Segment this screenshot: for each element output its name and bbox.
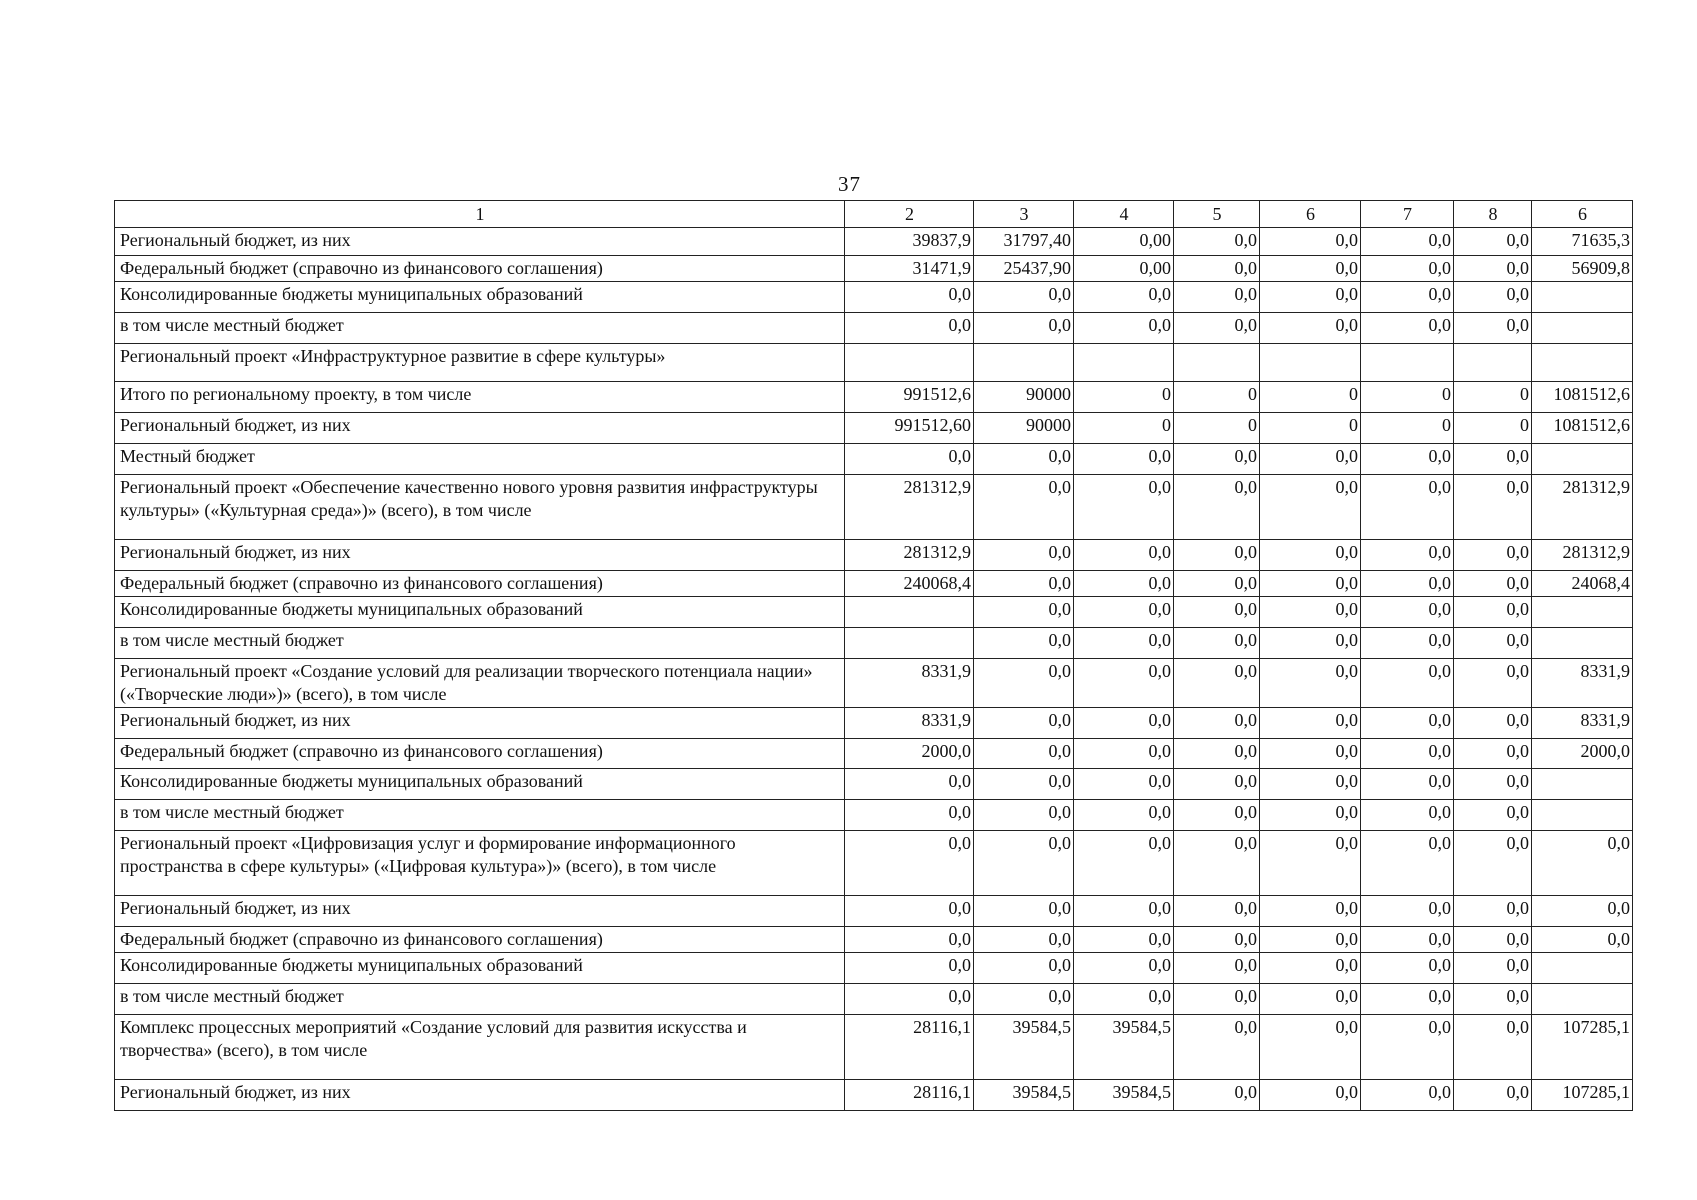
column-header: 1 (115, 201, 845, 228)
value-cell: 56909,8 (1532, 256, 1633, 282)
value-cell: 0,0 (1361, 769, 1454, 800)
row-label: Региональный бюджет, из них (115, 1080, 845, 1111)
value-cell: 0,0 (1174, 1015, 1260, 1080)
value-cell: 0 (1074, 413, 1174, 444)
value-cell: 2000,0 (845, 739, 974, 769)
value-cell: 0 (1260, 413, 1361, 444)
table-row (115, 896, 1633, 927)
value-cell: 0,0 (845, 444, 974, 475)
value-cell: 0,0 (845, 984, 974, 1015)
table-row (115, 256, 1633, 282)
value-cell: 0,0 (1074, 282, 1174, 313)
value-cell: 0,0 (1454, 739, 1532, 769)
table-row (115, 953, 1633, 984)
value-cell: 0,0 (1174, 256, 1260, 282)
value-cell: 0,0 (974, 659, 1074, 708)
value-cell: 0,0 (974, 708, 1074, 739)
value-cell: 0,0 (1260, 1080, 1361, 1111)
value-cell: 281312,9 (845, 475, 974, 540)
column-header: 6 (1260, 201, 1361, 228)
value-cell: 8331,9 (1532, 708, 1633, 739)
value-cell: 28116,1 (845, 1080, 974, 1111)
column-header: 5 (1174, 201, 1260, 228)
value-cell: 0,0 (1260, 313, 1361, 344)
value-cell: 39584,5 (1074, 1015, 1174, 1080)
value-cell: 0,0 (1532, 927, 1633, 953)
value-cell: 0,0 (1454, 597, 1532, 628)
table-row (115, 831, 1633, 896)
value-cell: 90000 (974, 413, 1074, 444)
value-cell: 0,0 (1260, 571, 1361, 597)
value-cell: 0,0 (1174, 984, 1260, 1015)
value-cell: 0,0 (1260, 800, 1361, 831)
value-cell: 0,0 (1260, 444, 1361, 475)
table-body (115, 228, 1633, 1111)
table-row (115, 413, 1633, 444)
value-cell: 0,0 (1361, 571, 1454, 597)
value-cell: 0,0 (1361, 256, 1454, 282)
value-cell (1532, 984, 1633, 1015)
value-cell: 0,0 (1454, 256, 1532, 282)
value-cell: 2000,0 (1532, 739, 1633, 769)
value-cell: 0,0 (1074, 540, 1174, 571)
value-cell: 0,0 (1174, 475, 1260, 540)
value-cell: 0,0 (1174, 1080, 1260, 1111)
value-cell: 0,0 (1361, 896, 1454, 927)
value-cell: 0 (1174, 413, 1260, 444)
value-cell (1454, 344, 1532, 382)
row-label: Консолидированные бюджеты муниципальных образований (115, 769, 845, 800)
value-cell: 0,0 (1260, 984, 1361, 1015)
value-cell: 0,0 (1074, 896, 1174, 927)
table-row (115, 1015, 1633, 1080)
value-cell: 0,0 (1260, 659, 1361, 708)
value-cell: 31471,9 (845, 256, 974, 282)
value-cell: 0,0 (974, 597, 1074, 628)
value-cell: 0,0 (1174, 800, 1260, 831)
row-label: Федеральный бюджет (справочно из финансового соглашения) (115, 739, 845, 769)
column-header: 4 (1074, 201, 1174, 228)
value-cell: 0,0 (1361, 475, 1454, 540)
column-header: 3 (974, 201, 1074, 228)
value-cell: 0,0 (1260, 628, 1361, 659)
value-cell: 0,0 (1361, 1080, 1454, 1111)
table-row (115, 628, 1633, 659)
value-cell: 0,0 (1361, 228, 1454, 256)
value-cell: 0,0 (1074, 739, 1174, 769)
value-cell: 0 (1361, 413, 1454, 444)
value-cell (1532, 800, 1633, 831)
value-cell: 0,0 (1174, 708, 1260, 739)
value-cell: 0,0 (1260, 739, 1361, 769)
value-cell: 0,0 (1454, 313, 1532, 344)
value-cell: 0,0 (1454, 475, 1532, 540)
value-cell: 0,0 (1074, 597, 1174, 628)
value-cell: 0,0 (845, 800, 974, 831)
value-cell: 0,0 (1174, 444, 1260, 475)
value-cell (1532, 344, 1633, 382)
row-label: Региональный бюджет, из них (115, 708, 845, 739)
value-cell: 0,0 (1074, 628, 1174, 659)
value-cell: 0,0 (845, 769, 974, 800)
value-cell (1532, 597, 1633, 628)
value-cell: 39584,5 (974, 1015, 1074, 1080)
value-cell: 0,0 (974, 953, 1074, 984)
table-row (115, 708, 1633, 739)
row-label: Региональный проект «Создание условий для реализации творческого потенциала нации» («Творческие люди»)» (всего), в том числе (115, 659, 845, 708)
value-cell: 0,0 (1454, 282, 1532, 313)
value-cell: 0,0 (1074, 831, 1174, 896)
table-row (115, 571, 1633, 597)
row-label: в том числе местный бюджет (115, 313, 845, 344)
column-header: 7 (1361, 201, 1454, 228)
row-label: Региональный бюджет, из них (115, 413, 845, 444)
value-cell: 0,0 (1361, 739, 1454, 769)
value-cell: 0,00 (1074, 256, 1174, 282)
value-cell (1532, 769, 1633, 800)
value-cell: 991512,6 (845, 382, 974, 413)
value-cell: 0,0 (1454, 628, 1532, 659)
value-cell: 0,0 (845, 282, 974, 313)
value-cell: 0,0 (1361, 659, 1454, 708)
value-cell: 0,0 (1074, 475, 1174, 540)
value-cell: 8331,9 (845, 659, 974, 708)
value-cell (1361, 344, 1454, 382)
value-cell: 0,0 (1260, 953, 1361, 984)
value-cell: 0,0 (974, 571, 1074, 597)
value-cell: 0,0 (1074, 571, 1174, 597)
value-cell: 281312,9 (1532, 475, 1633, 540)
table-row (115, 659, 1633, 708)
table-row (115, 444, 1633, 475)
value-cell (845, 597, 974, 628)
value-cell: 0,0 (1260, 282, 1361, 313)
value-cell: 0,0 (1361, 984, 1454, 1015)
value-cell: 8331,9 (1532, 659, 1633, 708)
value-cell: 0 (1074, 382, 1174, 413)
value-cell: 0 (1361, 382, 1454, 413)
column-header: 8 (1454, 201, 1532, 228)
row-label: Местный бюджет (115, 444, 845, 475)
row-label: Региональный проект «Обеспечение качественно нового уровня развития инфраструктуры культуры» («Культурная среда»)» (всего), в том числе (115, 475, 845, 540)
table-row (115, 739, 1633, 769)
value-cell: 24068,4 (1532, 571, 1633, 597)
value-cell: 0 (1174, 382, 1260, 413)
value-cell: 991512,60 (845, 413, 974, 444)
value-cell: 0,0 (1361, 282, 1454, 313)
value-cell (845, 344, 974, 382)
budget-table (114, 200, 1633, 1111)
value-cell: 0,0 (1260, 927, 1361, 953)
value-cell (1532, 444, 1633, 475)
row-label: Региональный бюджет, из них (115, 896, 845, 927)
value-cell: 0,0 (1174, 597, 1260, 628)
value-cell: 0,0 (1454, 984, 1532, 1015)
value-cell: 0,0 (1174, 282, 1260, 313)
value-cell: 0,0 (1454, 1080, 1532, 1111)
row-label: Консолидированные бюджеты муниципальных образований (115, 597, 845, 628)
value-cell: 240068,4 (845, 571, 974, 597)
value-cell: 0,0 (1174, 896, 1260, 927)
value-cell: 0,0 (1454, 769, 1532, 800)
value-cell: 0,0 (1174, 628, 1260, 659)
value-cell (1174, 344, 1260, 382)
value-cell: 39584,5 (974, 1080, 1074, 1111)
row-label: Региональный проект «Цифровизация услуг и формирование информационного пространства в сфере культуры» («Цифровая культура»)» (всего), в том числе (115, 831, 845, 896)
value-cell: 0,0 (1074, 769, 1174, 800)
value-cell: 0,0 (974, 800, 1074, 831)
value-cell: 0,0 (1454, 228, 1532, 256)
value-cell: 0 (1454, 382, 1532, 413)
value-cell: 0,0 (1260, 597, 1361, 628)
value-cell: 0,0 (845, 831, 974, 896)
value-cell: 0,0 (845, 953, 974, 984)
value-cell: 0,0 (1074, 708, 1174, 739)
value-cell: 0,0 (974, 475, 1074, 540)
value-cell: 0,0 (1074, 927, 1174, 953)
table-row (115, 282, 1633, 313)
value-cell: 0,0 (1174, 659, 1260, 708)
value-cell: 39584,5 (1074, 1080, 1174, 1111)
table-row (115, 597, 1633, 628)
value-cell: 0,0 (974, 282, 1074, 313)
table-row (115, 927, 1633, 953)
value-cell: 90000 (974, 382, 1074, 413)
value-cell: 0,0 (1174, 769, 1260, 800)
value-cell: 0,0 (1174, 313, 1260, 344)
row-label: Комплекс процессных мероприятий «Создание условий для развития искусства и творчества» (всего), в том числе (115, 1015, 845, 1080)
value-cell: 0,0 (1074, 953, 1174, 984)
value-cell (1532, 953, 1633, 984)
value-cell: 0,0 (1532, 896, 1633, 927)
page-number: 37 (838, 172, 861, 196)
table-row (115, 475, 1633, 540)
value-cell (1532, 628, 1633, 659)
value-cell: 0,00 (1074, 228, 1174, 256)
value-cell: 31797,40 (974, 228, 1074, 256)
value-cell: 0,0 (845, 927, 974, 953)
value-cell: 0,0 (1361, 708, 1454, 739)
value-cell: 0,0 (1454, 953, 1532, 984)
value-cell: 0,0 (1260, 228, 1361, 256)
value-cell: 0,0 (1454, 444, 1532, 475)
value-cell: 0,0 (1260, 769, 1361, 800)
value-cell: 0,0 (1174, 953, 1260, 984)
header-row (115, 201, 1633, 228)
table-row (115, 800, 1633, 831)
table-row (115, 1080, 1633, 1111)
value-cell: 0,0 (974, 444, 1074, 475)
value-cell: 0,0 (1454, 659, 1532, 708)
row-label: в том числе местный бюджет (115, 984, 845, 1015)
table-row (115, 382, 1633, 413)
value-cell: 0,0 (1454, 927, 1532, 953)
value-cell: 107285,1 (1532, 1080, 1633, 1111)
value-cell: 0,0 (1260, 540, 1361, 571)
row-label: Федеральный бюджет (справочно из финансового соглашения) (115, 927, 845, 953)
value-cell: 0,0 (845, 313, 974, 344)
value-cell: 0,0 (1074, 800, 1174, 831)
value-cell: 0,0 (1174, 571, 1260, 597)
value-cell: 0,0 (1361, 953, 1454, 984)
value-cell: 0,0 (974, 313, 1074, 344)
value-cell: 0,0 (974, 984, 1074, 1015)
value-cell: 0,0 (1074, 659, 1174, 708)
value-cell: 28116,1 (845, 1015, 974, 1080)
table-row (115, 984, 1633, 1015)
value-cell: 0,0 (1454, 1015, 1532, 1080)
table-row (115, 769, 1633, 800)
value-cell: 0 (1260, 382, 1361, 413)
value-cell: 0,0 (1454, 800, 1532, 831)
value-cell: 71635,3 (1532, 228, 1633, 256)
value-cell: 0,0 (1361, 927, 1454, 953)
row-label: Итого по региональному проекту, в том числе (115, 382, 845, 413)
value-cell: 0,0 (1074, 984, 1174, 1015)
value-cell: 0,0 (1174, 927, 1260, 953)
value-cell: 0,0 (1361, 628, 1454, 659)
value-cell: 0,0 (1174, 540, 1260, 571)
column-header: 6 (1532, 201, 1633, 228)
value-cell: 0,0 (1454, 708, 1532, 739)
row-label: Консолидированные бюджеты муниципальных образований (115, 953, 845, 984)
value-cell: 0,0 (1260, 708, 1361, 739)
value-cell (1260, 344, 1361, 382)
row-label: Региональный проект «Инфраструктурное развитие в сфере культуры» (115, 344, 845, 382)
column-header: 2 (845, 201, 974, 228)
value-cell: 0,0 (974, 831, 1074, 896)
value-cell: 0,0 (974, 769, 1074, 800)
value-cell: 0 (1454, 413, 1532, 444)
row-label: в том числе местный бюджет (115, 800, 845, 831)
value-cell: 281312,9 (845, 540, 974, 571)
value-cell: 0,0 (974, 540, 1074, 571)
value-cell: 0,0 (1260, 896, 1361, 927)
row-label: Федеральный бюджет (справочно из финансового соглашения) (115, 256, 845, 282)
value-cell: 1081512,6 (1532, 413, 1633, 444)
value-cell: 0,0 (1361, 800, 1454, 831)
value-cell (974, 344, 1074, 382)
value-cell: 0,0 (1361, 444, 1454, 475)
value-cell: 39837,9 (845, 228, 974, 256)
table-row (115, 540, 1633, 571)
value-cell: 0,0 (1174, 228, 1260, 256)
value-cell: 25437,90 (974, 256, 1074, 282)
value-cell: 0,0 (1174, 831, 1260, 896)
value-cell: 0,0 (1454, 896, 1532, 927)
value-cell (1074, 344, 1174, 382)
value-cell (1532, 313, 1633, 344)
value-cell: 0,0 (974, 896, 1074, 927)
row-label: Федеральный бюджет (справочно из финансового соглашения) (115, 571, 845, 597)
value-cell: 0,0 (1454, 540, 1532, 571)
table-row (115, 313, 1633, 344)
value-cell: 0,0 (1361, 540, 1454, 571)
value-cell: 8331,9 (845, 708, 974, 739)
value-cell: 0,0 (1361, 597, 1454, 628)
value-cell: 0,0 (845, 896, 974, 927)
table-row (115, 344, 1633, 382)
value-cell: 1081512,6 (1532, 382, 1633, 413)
value-cell: 0,0 (1361, 831, 1454, 896)
value-cell (845, 628, 974, 659)
value-cell: 0,0 (1532, 831, 1633, 896)
value-cell: 0,0 (1454, 831, 1532, 896)
value-cell: 0,0 (1074, 313, 1174, 344)
value-cell: 0,0 (1260, 1015, 1361, 1080)
value-cell: 107285,1 (1532, 1015, 1633, 1080)
value-cell: 0,0 (1361, 313, 1454, 344)
value-cell: 0,0 (974, 739, 1074, 769)
value-cell: 0,0 (1260, 256, 1361, 282)
value-cell: 0,0 (1454, 571, 1532, 597)
value-cell: 0,0 (974, 927, 1074, 953)
value-cell: 0,0 (1260, 475, 1361, 540)
value-cell: 0,0 (974, 628, 1074, 659)
value-cell: 0,0 (1260, 831, 1361, 896)
table-row (115, 228, 1633, 256)
row-label: Региональный бюджет, из них (115, 228, 845, 256)
value-cell: 0,0 (1074, 444, 1174, 475)
value-cell (1532, 282, 1633, 313)
value-cell: 281312,9 (1532, 540, 1633, 571)
value-cell: 0,0 (1361, 1015, 1454, 1080)
row-label: Региональный бюджет, из них (115, 540, 845, 571)
value-cell: 0,0 (1174, 739, 1260, 769)
row-label: в том числе местный бюджет (115, 628, 845, 659)
row-label: Консолидированные бюджеты муниципальных образований (115, 282, 845, 313)
